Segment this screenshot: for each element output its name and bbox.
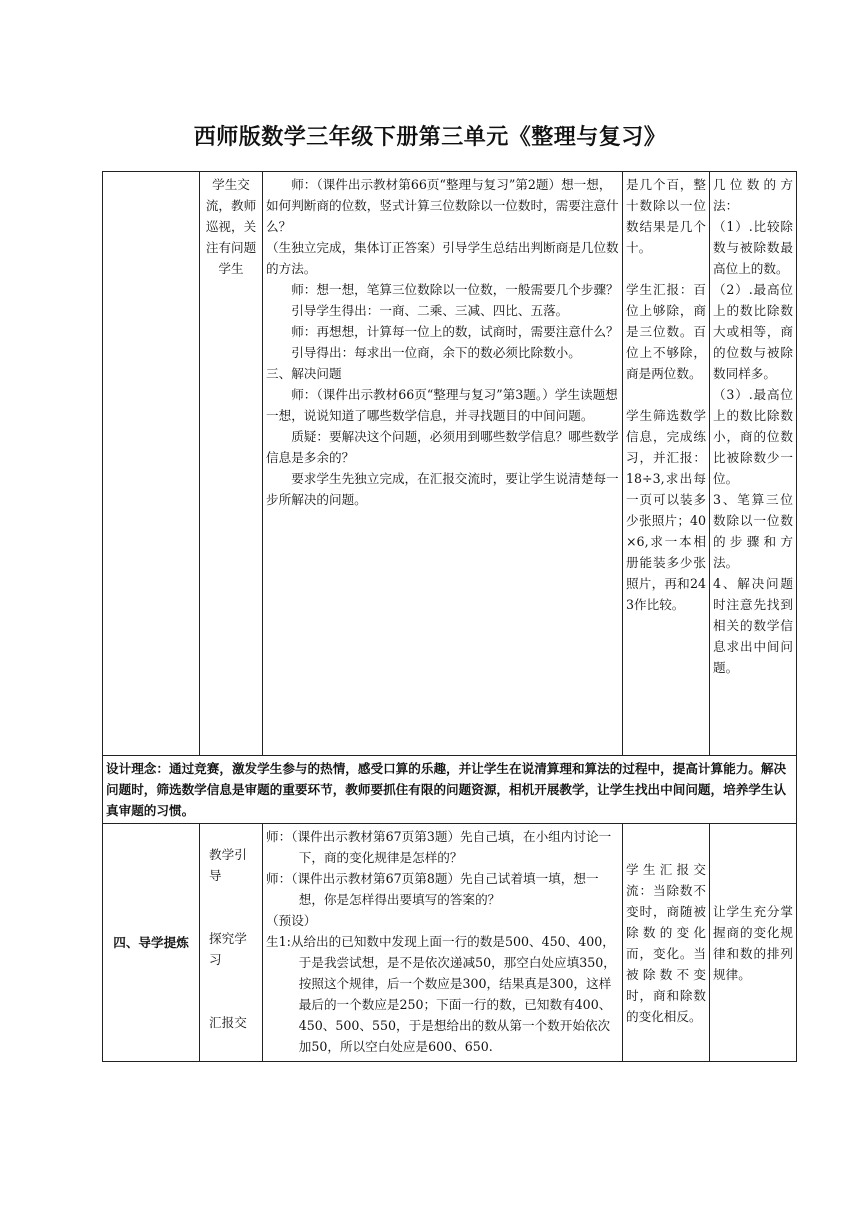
process-paragraph: 引导得出：每求出一位商，余下的数必须比除数小。 xyxy=(291,345,581,360)
design-note-row xyxy=(103,756,797,824)
student-activity-cell xyxy=(623,824,710,1062)
intent-text: 4、解决问题时注意先找到相关的数学信息求出中间问题。 xyxy=(713,576,793,675)
intent-text: 几位数的方法： xyxy=(713,177,793,213)
design-note: 设计理念：通过竞赛，激发学生参与的热情，感受口算的乐趣，并让学生在说清算理和算法的过程中，提高计算能力。解决问题时，筛选数学信息是审题的重要环节，教师要抓住有限的问题资源，相机开展教学，让学生找出中间问题，培养学生认真审题的习惯。 xyxy=(103,756,797,824)
process-paragraph: （预设） xyxy=(266,913,317,928)
process-paragraph: 师：再想想，计算每一位上的数，试商时，需要注意什么？ xyxy=(291,324,619,339)
process-paragraph: 引导学生得出：一商、二乘、三减、四比、五落。 xyxy=(291,303,569,318)
lesson-plan-table xyxy=(102,171,797,1062)
intent-cell xyxy=(710,824,797,1062)
student-activity-text: 学生筛选数学信息，完成练习，并汇报：18÷3,求出每一页可以装多少张照片；40×6,求一本相册能装多少张照片，再和243作比较。 xyxy=(626,408,706,612)
process-paragraph: 三、解决问题 xyxy=(266,366,342,381)
process-paragraph: （生独立完成，集体订正答案）引导学生总结出判断商是几位数的方法。 xyxy=(266,240,619,276)
intent-text: （3）.最高位上的数比除数小，商的位数比被除数少一位。 xyxy=(713,387,793,486)
intent-text: （2）.最高位上的数比除数大或相等，商的位数与被除数同样多。 xyxy=(713,282,793,381)
page-title: 西师版数学三年级下册第三单元《整理与复习》 xyxy=(193,125,667,150)
teacher-step-label: 汇报交 xyxy=(209,1015,247,1030)
process-paragraph: 师：（课件出示教材66页“整理与复习”第3题。）学生读题想一想，说说知道了哪些数学信息，并寻找题目的中间问题。 xyxy=(266,387,618,423)
process-paragraph: 师：（课件出示教材第66页“整理与复习”第2题）想一想，如何判断商的位数，竖式计算三位数除以一位数时，需要注意什么？ xyxy=(266,177,619,234)
process-paragraph: 质疑：要解决这个问题，必须用到哪些数学信息？哪些数学信息是多余的？ xyxy=(266,429,619,465)
teacher-step-label: 探究学习 xyxy=(209,931,247,967)
process-cell xyxy=(263,824,623,1062)
student-activity-cell xyxy=(623,172,710,756)
student-activity-text: 学生汇报交流：当除数不变时，商随被除数的变化而，变化。当被除数不变时，商和除数的变化相反。 xyxy=(626,861,706,1024)
intent-text: 让学生充分掌握商的变化规律和数的排列规律。 xyxy=(713,903,793,982)
intent-text: （1）.比较除数与被除数最高位上的数。 xyxy=(713,219,793,276)
student-activity-text: 学生汇报：百位上够除，商是三位数。百位上不够除，商是两位数。 xyxy=(626,282,706,381)
teacher-activity-text: 学生交流，教师巡视，关注有问题学生 xyxy=(205,177,257,276)
teacher-steps-cell xyxy=(200,824,263,1062)
section-cell xyxy=(103,172,200,756)
process-paragraph: 师：（课件出示教材第67页第8题）先自己试着填一填，想一想，你是怎样得出要填写的答案的？ xyxy=(266,871,599,907)
process-cell xyxy=(263,172,623,756)
intent-text: 3、笔算三位数除以一位数的步骤和方法。 xyxy=(713,492,793,570)
student-activity-text: 是几个百，整十数除以一位数结果是几个十。 xyxy=(626,177,706,255)
process-paragraph: 要求学生先独立完成，在汇报交流时，要让学生说清楚每一步所解决的问题。 xyxy=(266,471,619,507)
teacher-activity-cell xyxy=(200,172,263,756)
process-paragraph: 师：（课件出示教材第67页第3题）先自己填，在小组内讨论一下，商的变化规律是怎样的？ xyxy=(266,829,612,865)
table-row xyxy=(103,172,797,756)
process-paragraph: 生1:从给出的已知数中发现上面一行的数是500、450、400，于是我尝试想，是不是依次递减50，那空白处应填350，按照这个规律，后一个数应是300，结果真是300，这样最后的一个数应是250；下面一行的数，已知数有400、450、500、550，于是想给出的数从第一个数开始依次加50，所以空白处应是600、650. xyxy=(266,934,616,1054)
section-label: 四、导学提炼 xyxy=(103,824,200,1062)
table-row xyxy=(103,824,797,1062)
intent-cell xyxy=(710,172,797,756)
teacher-step-label: 教学引导 xyxy=(209,847,247,883)
process-paragraph: 师：想一想，笔算三位数除以一位数，一般需要几个步骤？ xyxy=(291,282,619,297)
